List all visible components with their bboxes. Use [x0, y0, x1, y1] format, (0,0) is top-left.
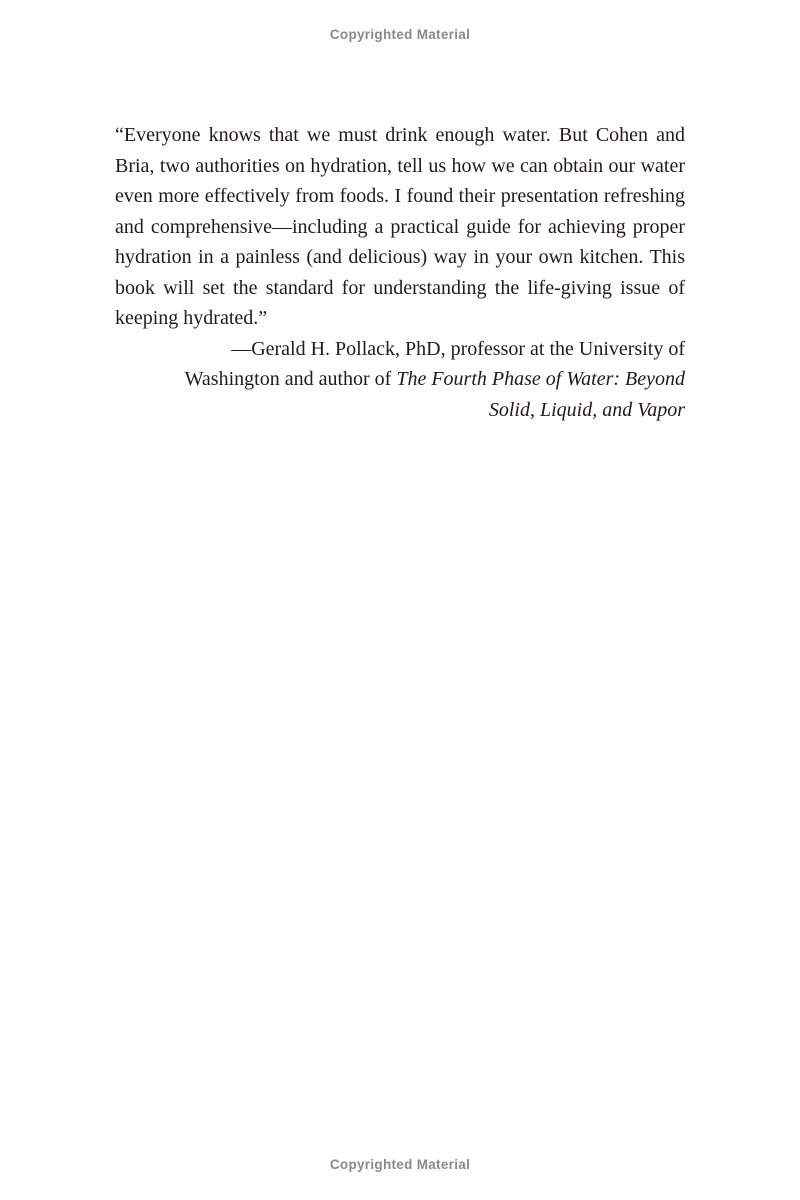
- copyright-notice-bottom: Copyrighted Material: [329, 1157, 471, 1172]
- praise-quote-text: “Everyone knows that we must drink enough water. But Cohen and Bria, two authorities on hydration, tell us how we can obtain our water even more effectively from foods. I found their presentation refreshing and comprehensive—including a practical guide for achieving proper hydration in a painless (and delicious) way in your own kitchen. This book will set the standard for understanding the life-giving issue of keeping hydrated.”: [115, 124, 685, 329]
- attribution-text: —Gerald H. Pollack, PhD, professor at the University of Washington and author of: [184, 337, 685, 390]
- copyright-notice-top: Copyrighted Material: [329, 27, 471, 42]
- quote-attribution: [115, 334, 685, 426]
- book-title-italic: The Fourth Phase of Water: Beyond Solid, Liquid, and Vapor: [396, 368, 685, 421]
- praise-quote-block: [115, 120, 685, 425]
